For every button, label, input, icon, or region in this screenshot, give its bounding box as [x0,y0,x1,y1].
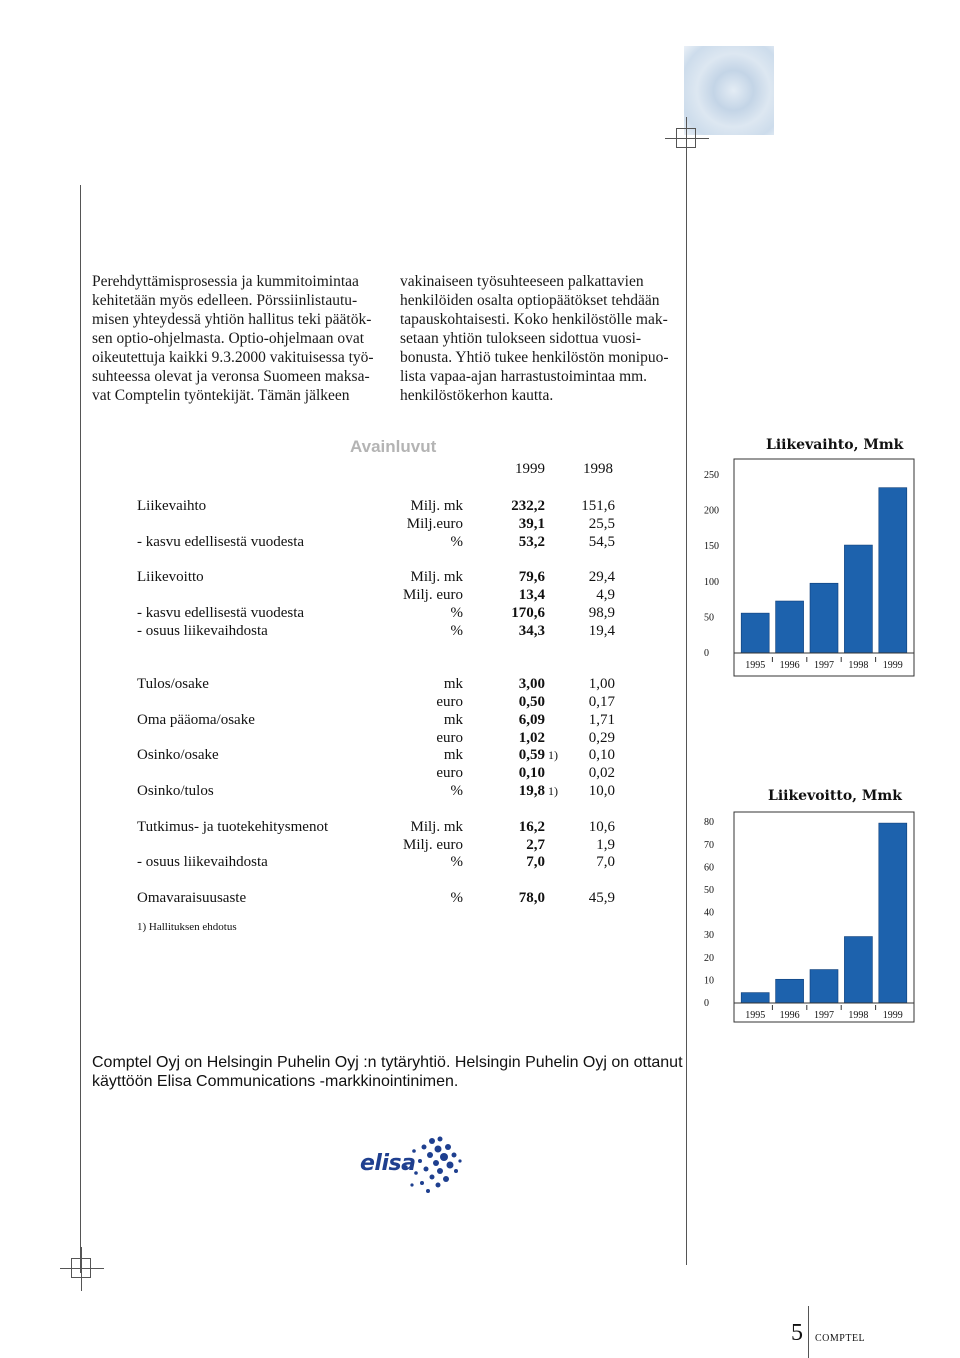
bar-1999 [879,823,907,1003]
key-figures-row [0,693,960,711]
x-tick-label: 1997 [814,1010,834,1021]
row-unit: Milj. euro [403,837,463,853]
row-value-1999: 34,3 [518,623,545,639]
y-tick-label: 50 [704,612,714,624]
row-value-1999: 13,4 [518,587,545,603]
bar-1996 [776,601,804,653]
y-tick-label: 20 [704,952,714,964]
key-figures-row [0,729,960,747]
ownership-note [92,1053,683,1091]
row-label: Tutkimus- ja tuotekehitysmenot [137,819,329,835]
row-unit: % [450,534,463,550]
key-figures-heading: Avainluvut [350,437,437,456]
row-value-1998: 0,29 [588,730,615,746]
x-tick-label: 1996 [779,1010,800,1021]
intro-left-line: sen optio-ohjelmasta. Optio-ohjelmaan ovat [92,330,365,347]
x-tick-label: 1999 [882,1010,903,1021]
row-unit: euro [436,694,463,710]
bar-1995 [741,613,769,653]
row-unit: % [450,890,463,906]
row-value-1998: 98,9 [588,605,615,621]
key-figures-row [0,746,960,764]
ownership-note-line-2: käyttöön Elisa Communications -markkinointinimen. [92,1073,459,1090]
y-tick-label: 60 [704,862,714,874]
y-tick-label: 70 [704,839,714,851]
row-value-1998: 29,4 [588,569,615,585]
row-label: - osuus liikevaihdosta [137,854,268,870]
row-unit: euro [436,730,463,746]
row-value-1998: 1,71 [588,712,615,728]
row-label: - kasvu edellisestä vuodesta [137,605,305,621]
operating-profit-chart [700,808,930,1026]
row-label: Osinko/osake [137,747,219,763]
row-label: Omavaraisuusaste [137,890,247,906]
row-value-1999: 0,10 [518,765,545,781]
row-value-1998: 0,10 [588,747,615,763]
footer-rule [808,1306,809,1358]
bar-1997 [810,583,838,653]
row-value-1999: 53,2 [518,534,545,550]
x-tick-label: 1995 [745,660,766,671]
x-tick-label: 1999 [882,660,903,671]
row-value-1998: 7,0 [596,854,615,870]
row-value-1998: 4,9 [596,587,615,603]
row-value-1998: 1,9 [596,837,615,853]
row-label: Liikevaihto [137,498,207,514]
elisa-logo [320,1133,470,1195]
revenue-chart [700,455,930,680]
row-value-1998: 0,02 [588,765,615,781]
row-unit: % [450,605,463,621]
chart-title-revenue: Liikevaihto, Mmk [766,437,904,453]
intro-right-line: vakinaiseen työsuhteeseen palkattavien [400,273,644,290]
y-tick-label: 0 [704,998,709,1009]
row-value-1999: 78,0 [518,890,545,906]
x-tick-label: 1998 [848,660,869,671]
bar-1998 [844,545,872,653]
row-unit: % [450,623,463,639]
row-value-1999: 0,59 [518,747,545,763]
y-tick-label: 0 [704,648,709,659]
y-tick-label: 150 [704,541,719,553]
row-value-1998: 25,5 [588,516,615,532]
row-label: Tulos/osake [137,676,209,692]
y-tick-label: 250 [704,470,719,481]
row-value-1999: 6,09 [518,712,545,728]
year-header-1998: 1998 [583,461,613,477]
ownership-note-line-1: Comptel Oyj on Helsingin Puhelin Oyj :n tytäryhtiö. Helsingin Puhelin Oyj on ottanut [92,1054,683,1071]
x-tick-label: 1995 [745,1010,766,1021]
key-figures-row [0,764,960,782]
intro-left-column [92,272,374,405]
row-unit: % [450,854,463,870]
y-tick-label: 40 [704,907,714,919]
y-tick-label: 30 [704,930,714,942]
key-figures-row [0,711,960,729]
row-value-1999: 16,2 [518,819,545,835]
y-tick-label: 200 [704,505,719,517]
bar-1998 [844,937,872,1003]
bar-1995 [741,993,769,1003]
year-header-1999: 1999 [515,461,545,477]
intro-right-column [400,272,669,405]
intro-left-line: Perehdyttämisprosessia ja kummitoimintaa [92,273,359,290]
intro-left-line: oikeutettuja kaikki 9.3.2000 vakituisessa työ- [92,349,374,366]
intro-right-line: tapauskohtaisesti. Koko henkilöstölle mak- [400,311,668,328]
intro-left-line: vat Comptelin työntekijät. Tämän jälkeen [92,387,350,404]
row-unit: Milj. mk [410,569,463,585]
intro-right-line: lista vapaa-ajan harrastustoimintaa mm. [400,368,648,385]
intro-left-line: kehitetään myös edelleen. Pörssiinlistautu- [92,292,358,309]
decorative-header-image [684,46,774,135]
elisa-wordmark: elisa [360,1151,416,1176]
intro-right-line: henkilöstökerhon kautta. [400,387,554,404]
row-value-1999: 170,6 [511,605,545,621]
x-tick-label: 1996 [779,660,800,671]
row-value-1999: 7,0 [526,854,545,870]
row-label: Oma pääoma/osake [137,712,255,728]
row-unit: mk [443,676,463,692]
chart-title-operating-profit: Liikevoitto, Mmk [768,788,902,804]
row-value-1998: 151,6 [581,498,615,514]
row-unit: mk [443,747,463,763]
intro-right-line: henkilöiden osalta optiopäätökset tehdään [400,292,660,309]
row-unit: Milj.euro [406,516,463,532]
row-value-1998: 0,17 [588,694,615,710]
row-unit: Milj. mk [410,819,463,835]
row-note: 1) [548,748,558,762]
row-note: 1) [548,784,558,798]
row-unit: % [450,783,463,799]
row-label: Osinko/tulos [137,783,214,799]
row-value-1998: 10,6 [588,819,615,835]
row-value-1999: 79,6 [518,569,545,585]
x-tick-label: 1998 [848,1010,869,1021]
bar-1999 [879,488,907,653]
page-number: 5 [791,1320,803,1346]
y-tick-label: 80 [704,817,714,829]
intro-left-line: misen yhteydessä yhtiön hallitus teki päätök- [92,311,372,328]
footnote: 1) Hallituksen ehdotus [137,921,237,933]
row-value-1999: 232,2 [511,498,545,514]
bar-1996 [776,979,804,1003]
row-value-1999: 2,7 [526,837,545,853]
row-value-1998: 10,0 [588,783,615,799]
row-unit: Milj. mk [410,498,463,514]
row-value-1999: 3,00 [518,676,545,692]
row-unit: euro [436,765,463,781]
row-unit: Milj. euro [403,587,463,603]
row-value-1999: 19,8 [518,783,545,799]
y-tick-label: 50 [704,885,714,896]
row-value-1999: 1,02 [518,730,545,746]
intro-right-line: bonusta. Yhtiö tukee henkilöstön monipuo- [400,349,669,366]
row-value-1999: 0,50 [518,694,545,710]
bar-1997 [810,970,838,1003]
row-label: - osuus liikevaihdosta [137,623,268,639]
crop-mark-bottom [71,1258,91,1278]
row-value-1998: 54,5 [588,534,615,550]
row-unit: mk [443,712,463,728]
row-value-1998: 19,4 [588,623,615,639]
intro-left-line: suhteessa olevat ja veronsa Suomeen maksa- [92,368,370,385]
row-value-1998: 45,9 [588,890,615,906]
x-tick-label: 1997 [814,660,834,671]
row-value-1999: 39,1 [518,516,545,532]
y-tick-label: 100 [704,576,719,588]
y-tick-label: 10 [704,975,714,987]
intro-right-line: setaan yhtiön tulokseen sidottua vuosi- [400,330,642,347]
row-value-1998: 1,00 [588,676,615,692]
row-label: Liikevoitto [137,569,204,585]
row-label: - kasvu edellisestä vuodesta [137,534,305,550]
footer-brand: COMPTEL [815,1333,866,1344]
